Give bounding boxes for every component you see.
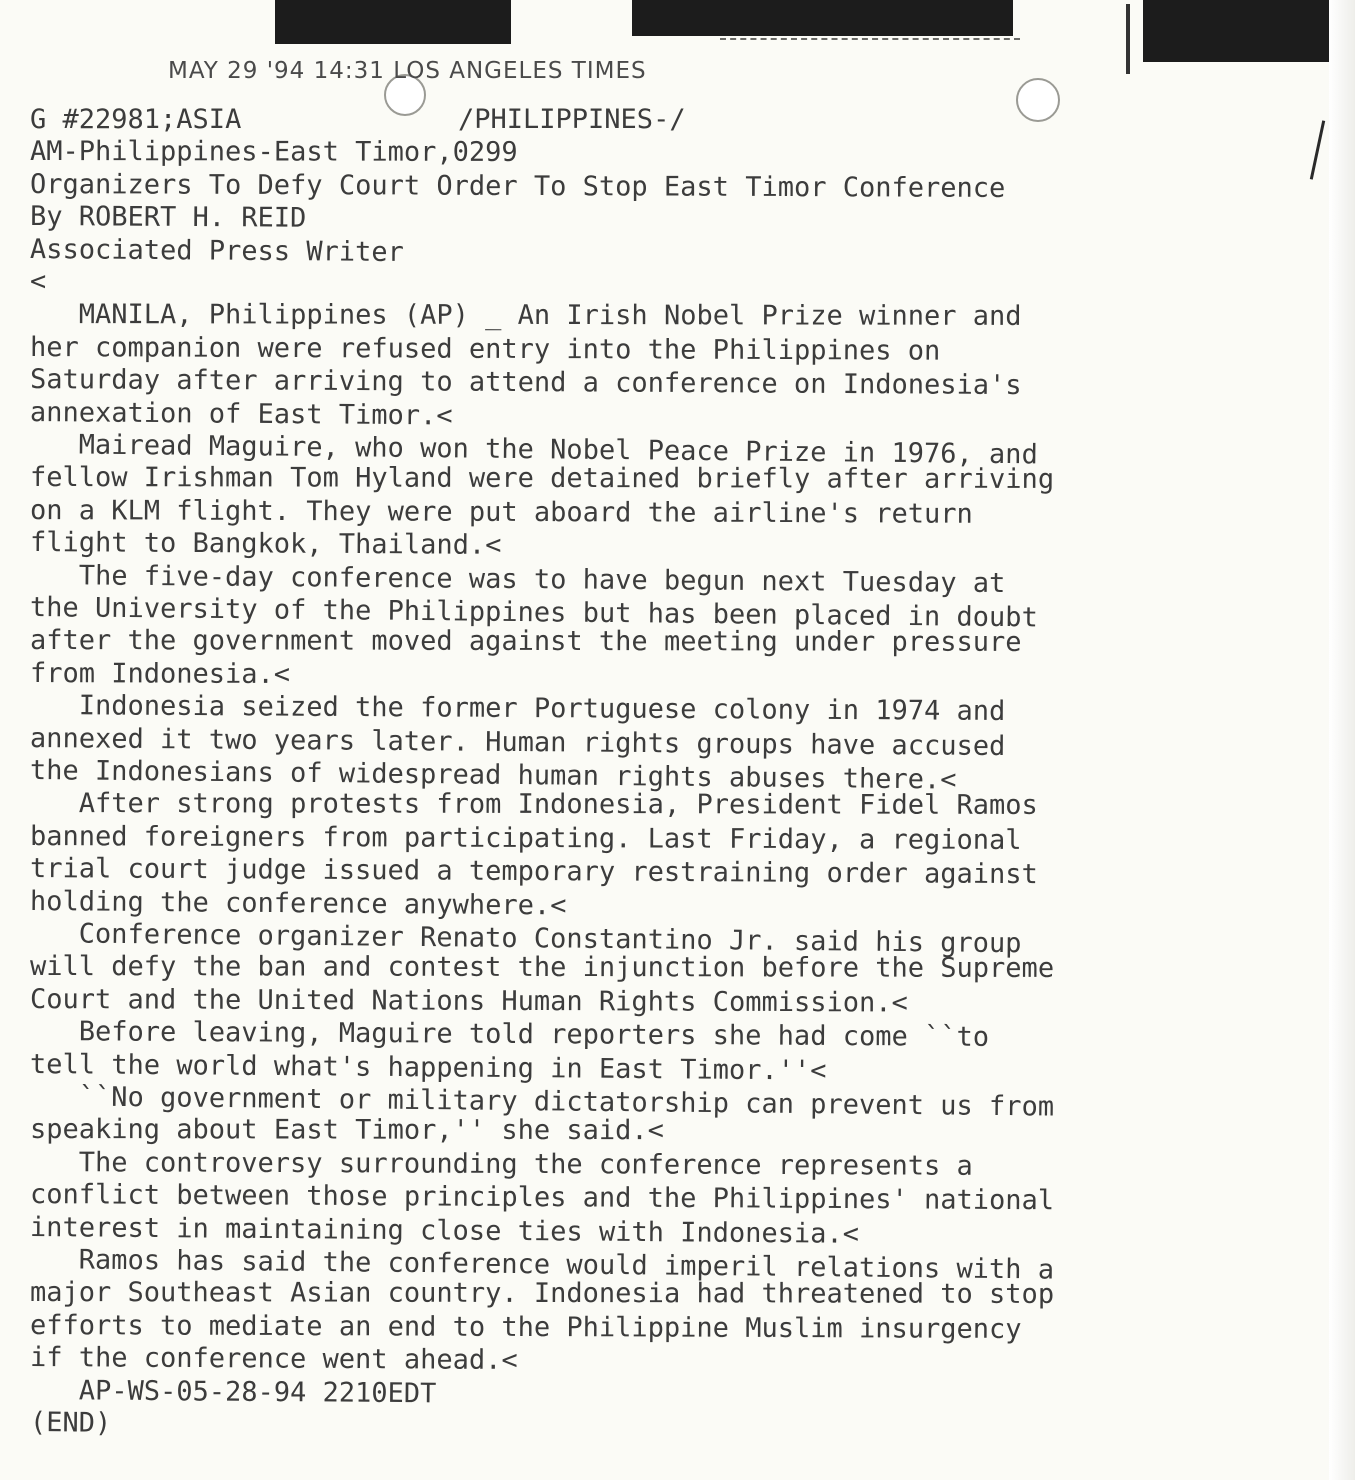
article-line: After strong protests from Indonesia, President Fidel Ramos [29, 788, 1038, 821]
redaction-bar-1 [275, 0, 511, 44]
article-line: conflict between those principles and the Philippines' national [29, 1179, 1055, 1217]
article-line: the Indonesians of widespread human rights abuses there.< [29, 755, 957, 796]
article-line: Court and the United Nations Human Rights Commission.< [29, 983, 908, 1019]
article-line: The controversy surrounding the conference represents a [29, 1146, 973, 1182]
article-line: By ROBERT H. REID [29, 201, 307, 234]
article-line: fellow Irishman Tom Hyland were detained briefly after arriving [29, 462, 1055, 495]
article-line: flight to Bangkok, Thailand.< [29, 527, 502, 562]
article-line: holding the conference anywhere.< [29, 885, 567, 922]
article-line: AP-WS-05-28-94 2210EDT [29, 1374, 437, 1410]
fax-header-stamp: MAY 29 '94 14:31 LOS ANGELES TIMES [168, 58, 647, 84]
redaction-bar-2 [632, 0, 1013, 36]
article-line: < [29, 266, 47, 298]
article-line: Before leaving, Maguire told reporters she had come ``to [29, 1016, 990, 1054]
article-line: interest in maintaining close ties with Indonesia.< [29, 1211, 860, 1250]
punch-hole-right [1016, 78, 1060, 122]
edge-mark [1126, 4, 1130, 74]
slug-right: /PHILIPPINES-/ [458, 104, 686, 135]
article-line: Ramos has said the conference would imperil relations with a [29, 1244, 1055, 1286]
article-line: Mairead Maguire, who won the Nobel Peace Prize in 1976, and [29, 429, 1038, 471]
article-line: Organizers To Defy Court Order To Stop East Timor Conference [29, 168, 1006, 204]
article-line: speaking about East Timor,'' she said.< [29, 1114, 664, 1147]
article-line: annexed it two years later. Human rights groups have accused [29, 722, 1006, 762]
margin-pen-mark [1310, 120, 1325, 179]
article-line: Associated Press Writer [29, 233, 404, 268]
article-line: major Southeast Asian country. Indonesia had threatened to stop [29, 1277, 1055, 1310]
article-line: will defy the ban and contest the injunction before the Supreme [29, 951, 1055, 984]
article-line: her companion were refused entry into the Philippines on [29, 331, 941, 367]
article-line: ``No government or military dictatorship can prevent us from [29, 1081, 1055, 1123]
article-line: after the government moved against the meeting under pressure [29, 625, 1022, 658]
article-line: banned foreigners from participating. Last Friday, a regional [29, 820, 1022, 856]
redaction-bar-3 [1143, 0, 1331, 62]
article-line: efforts to mediate an end to the Philippine Muslim insurgency [29, 1309, 1022, 1345]
article-line: annexation of East Timor.< [29, 396, 453, 432]
article-line: tell the world what's happening in East Timor.''< [29, 1048, 827, 1087]
article-line: trial court judge issued a temporary restraining order against [29, 853, 1038, 891]
slug-left: G #22981;ASIA [30, 104, 242, 135]
article-line: (END) [29, 1407, 112, 1440]
article-line: Indonesia seized the former Portuguese colony in 1974 and [29, 690, 1006, 728]
dashed-rule [720, 38, 1020, 40]
article-line: MANILA, Philippines (AP) _ An Irish Nobel Prize winner and [29, 299, 1022, 332]
article-line: The five-day conference was to have begun next Tuesday at [29, 559, 1006, 599]
article-line: from Indonesia.< [29, 657, 291, 690]
article-line: Conference organizer Renato Constantino Jr. said his group [29, 918, 1022, 960]
article-line: AM-Philippines-East Timor,0299 [29, 136, 518, 168]
article-line: if the conference went ahead.< [29, 1342, 518, 1377]
article-line: the University of the Philippines but has been placed in doubt [29, 592, 1038, 634]
article-line: on a KLM flight. They were put aboard the airline's return [29, 494, 973, 530]
article-line: Saturday after arriving to attend a conference on Indonesia's [29, 364, 1022, 402]
page-edge [1329, 0, 1355, 1480]
